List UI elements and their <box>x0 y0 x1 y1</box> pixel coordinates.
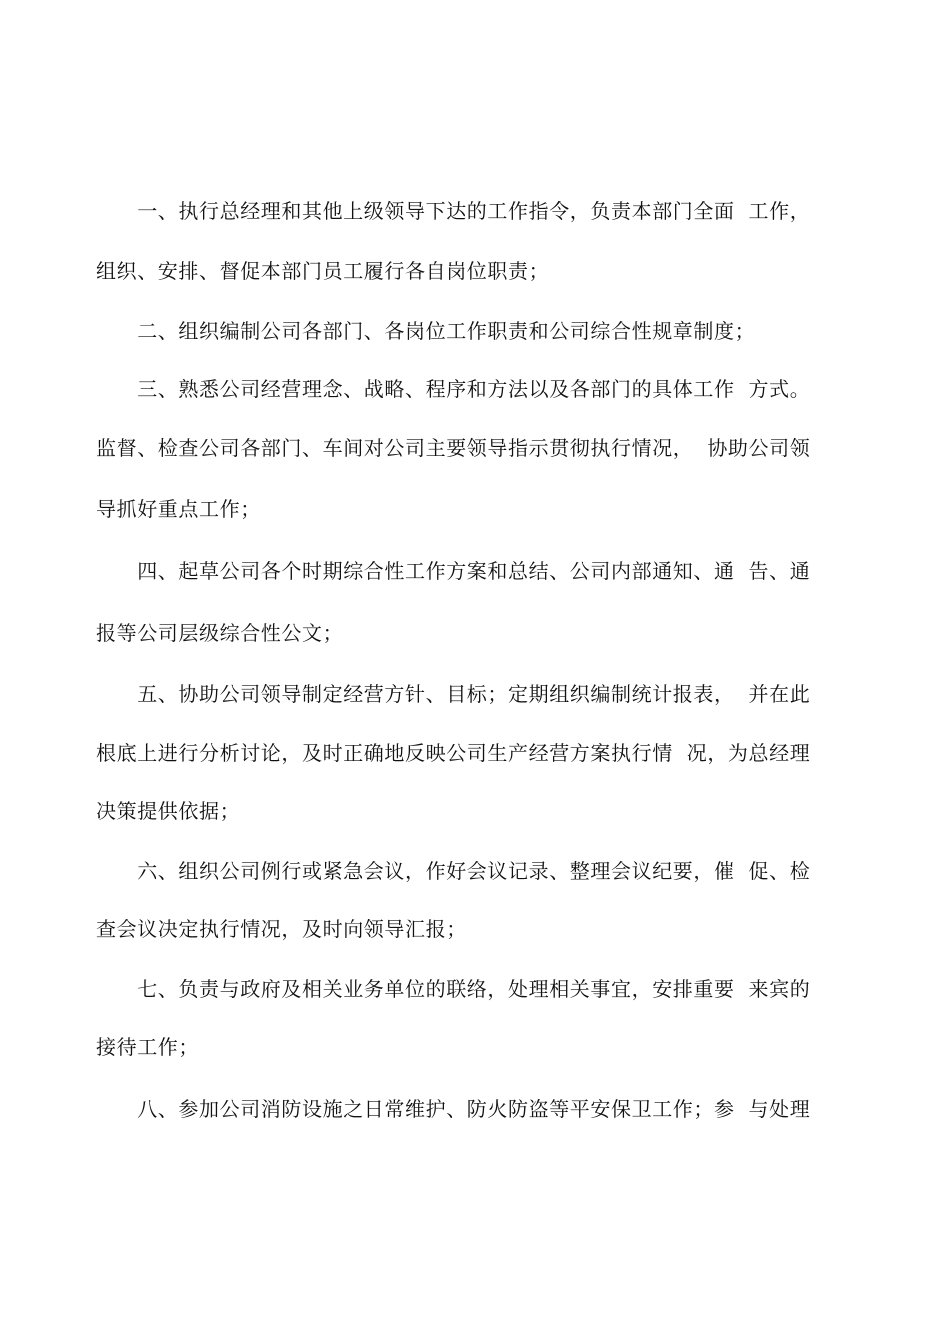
text-line: 三、熟悉公司经营理念、战略、程序和方法以及各部门的具体工作 方式。 <box>96 377 811 401</box>
text-line: 四、起草公司各个时期综合性工作方案和总结、公司内部通知、通 告、通 <box>96 559 811 583</box>
text-line: 五、协助公司领导制定经营方针、目标；定期组织编制统计报表， 并在此 <box>96 682 811 706</box>
text-line: 根底上进行分析讨论，及时正确地反映公司生产经营方案执行情 况，为总经理 <box>96 741 811 765</box>
text-line: 导抓好重点工作； <box>96 497 261 521</box>
text-line: 七、负责与政府及相关业务单位的联络，处理相关事宜，安排重要 来宾的 <box>96 977 811 1001</box>
text-line: 二、组织编制公司各部门、各岗位工作职责和公司综合性规章制度； <box>96 319 756 343</box>
text-line: 查会议决定执行情况，及时向领导汇报； <box>96 917 467 941</box>
text-line: 监督、检查公司各部门、车间对公司主要领导指示贯彻执行情况， 协助公司领 <box>96 436 811 460</box>
text-line: 接待工作； <box>96 1035 199 1059</box>
text-line: 决策提供依据； <box>96 799 241 823</box>
text-line: 八、参加公司消防设施之日常维护、防火防盗等平安保卫工作；参 与处理 <box>96 1097 811 1121</box>
text-line: 组织、安排、督促本部门员工履行各自岗位职责； <box>96 259 550 283</box>
text-line: 六、组织公司例行或紧急会议，作好会议记录、整理会议纪要，催 促、检 <box>96 859 811 883</box>
text-line: 一、执行总经理和其他上级领导下达的工作指令，负责本部门全面 工作， <box>96 199 811 223</box>
text-line: 报等公司层级综合性公文； <box>96 621 344 645</box>
